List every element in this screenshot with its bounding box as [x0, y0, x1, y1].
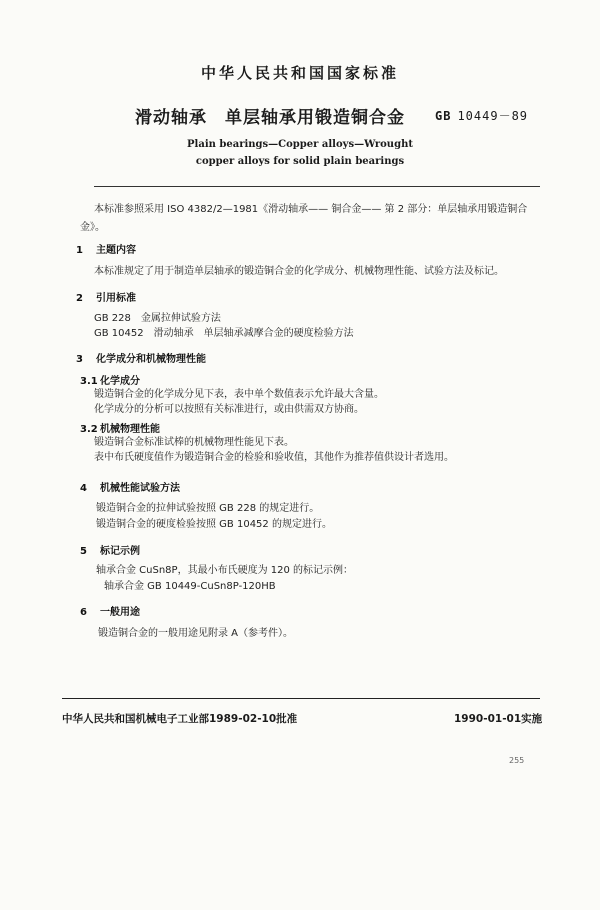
bottom-divider [62, 698, 540, 699]
section-number: 4 [80, 483, 87, 494]
approval-statement: 中华人民共和国机械电子工业部1989-02-10批准 [62, 713, 298, 725]
reference-1: GB 228 金属拉伸试验方法 [94, 313, 221, 324]
subsection-number: 3.2 [80, 424, 98, 435]
section-1-heading [76, 241, 136, 256]
section-number: 1 [76, 245, 83, 256]
standard-code [435, 107, 528, 124]
subsection-3-2-line-2: 表中布氏硬度值作为锻造铜合金的检验和验收值，其他作为推荐值供设计者选用。 [94, 452, 454, 463]
section-2-heading [76, 289, 136, 304]
standard-title: 滑动轴承 单层轴承用锻造铜合金 [135, 108, 405, 128]
section-4-line-1: 锻造铜合金的拉伸试验按照 GB 228 的规定进行。 [96, 503, 320, 514]
section-number: 5 [80, 546, 87, 557]
intro-line-2: 金》。 [80, 222, 105, 233]
section-title: 化学成分和机械物理性能 [96, 354, 206, 365]
english-title-line-1: Plain bearings—Copper alloys—Wrought [187, 139, 413, 150]
section-title: 引用标准 [96, 293, 136, 304]
section-5-heading [80, 542, 140, 557]
subsection-3-1-line-2: 化学成分的分析可以按照有关标准进行，或由供需双方协商。 [94, 404, 364, 415]
reference-2: GB 10452 滑动轴承 单层轴承减摩合金的硬度检验方法 [94, 328, 354, 339]
section-4-line-2: 锻造铜合金的硬度检验按照 GB 10452 的规定进行。 [96, 519, 332, 530]
intro-line-1: 本标准参照采用 ISO 4382/2—1981《滑动轴承—— 铜合金—— 第 2 部分：单层轴承用锻造铜合 [94, 204, 528, 215]
top-divider [94, 186, 540, 187]
section-title: 机械性能试验方法 [100, 483, 180, 494]
section-title: 一般用途 [100, 607, 140, 618]
english-title-line-2: copper alloys for solid plain bearings [195, 156, 405, 167]
section-title: 标记示例 [100, 546, 140, 557]
section-6-heading [80, 603, 140, 618]
implementation-date: 1990-01-01实施 [454, 713, 543, 725]
subsection-3-1-line-1: 锻造铜合金的化学成分见下表，表中单个数值表示允许最大含量。 [94, 389, 384, 400]
subsection-number: 3.1 [80, 376, 98, 387]
section-1-text: 本标准规定了用于制造单层轴承的锻造铜合金的化学成分、机械物理性能、试验方法及标记。 [94, 266, 504, 277]
section-number: 2 [76, 293, 83, 304]
section-title: 主题内容 [96, 245, 136, 256]
section-5-line-2: 轴承合金 GB 10449-CuSn8P-120HB [104, 581, 276, 592]
subsection-3-2-heading [80, 420, 160, 435]
code-prefix: GB [435, 109, 452, 123]
subsection-title: 机械物理性能 [100, 424, 160, 435]
section-3-heading [76, 350, 206, 365]
section-6-line-1: 锻造铜合金的一般用途见附录 A（参考件）。 [98, 628, 294, 639]
section-4-heading [80, 479, 180, 494]
code-number: 10449－89 [457, 109, 529, 123]
subsection-3-1-heading [80, 372, 140, 387]
standard-org-header: 中华人民共和国国家标准 [200, 64, 399, 82]
subsection-3-2-line-1: 锻造铜合金标准试棒的机械物理性能见下表。 [94, 437, 294, 448]
section-number: 3 [76, 354, 83, 365]
section-number: 6 [80, 607, 87, 618]
page-number: 255 [509, 756, 525, 765]
subsection-title: 化学成分 [100, 376, 140, 387]
section-5-line-1: 轴承合金 CuSn8P，其最小布氏硬度为 120 的标记示例： [96, 565, 354, 576]
